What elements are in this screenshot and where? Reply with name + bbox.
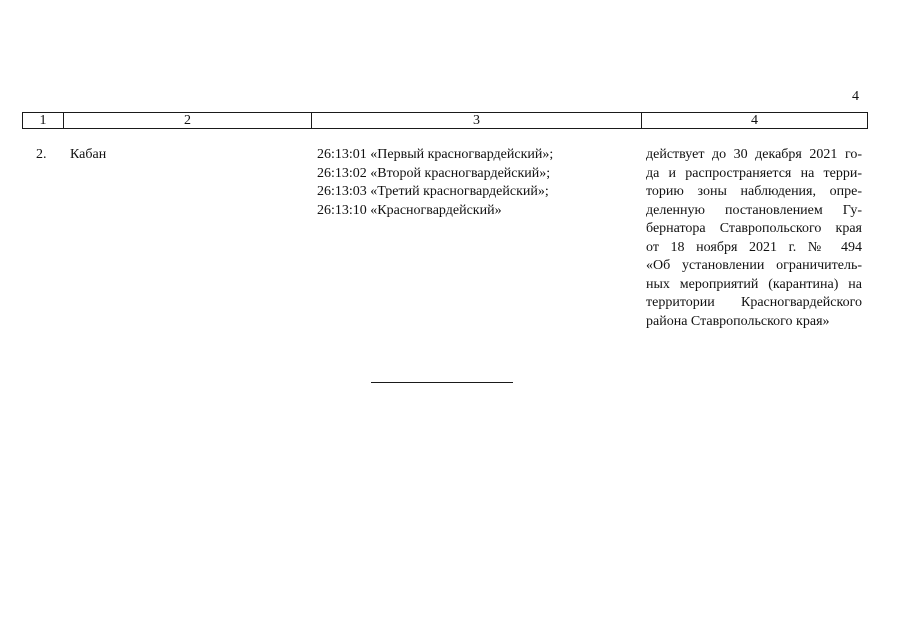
header-cell-3: 3 [312,113,642,128]
header-cell-1: 1 [23,113,64,128]
end-divider [371,382,513,383]
zone-item: 26:13:10 «Красногвардейский» [317,202,502,218]
header-cell-4: 4 [751,113,758,128]
restriction-note [646,146,862,331]
note-line: района Ставропольского края» [646,313,830,329]
animal-name: Кабан [70,147,107,162]
note-line: бернатора Ставропольского края [646,221,862,236]
note-line: действует до 30 декабря 2021 го- [646,147,862,162]
zone-item: 26:13:02 «Второй красногвардейский»; [317,165,551,181]
note-line: «Об установлении ограничитель- [646,258,862,273]
note-line: да и распространяется на терри- [646,165,862,181]
note-line: ных мероприятий (карантина) на [646,276,862,292]
note-line: от 18 ноября 2021 г. № 494 [646,239,862,255]
note-line: торию зоны наблюдения, опре- [646,184,862,199]
header-cell-2: 2 [64,113,312,128]
zone-item: 26:13:01 «Первый красногвардейский»; [317,147,554,162]
note-line: территории Красногвардейского [646,295,862,310]
note-line: деленную постановлением Гу- [646,202,862,218]
row-number: 2. [36,147,47,162]
zone-item: 26:13:03 «Третий красногвардейский»; [317,184,549,199]
zone-list [317,146,617,220]
column-number-header [22,112,868,129]
page-number: 4 [852,89,859,104]
